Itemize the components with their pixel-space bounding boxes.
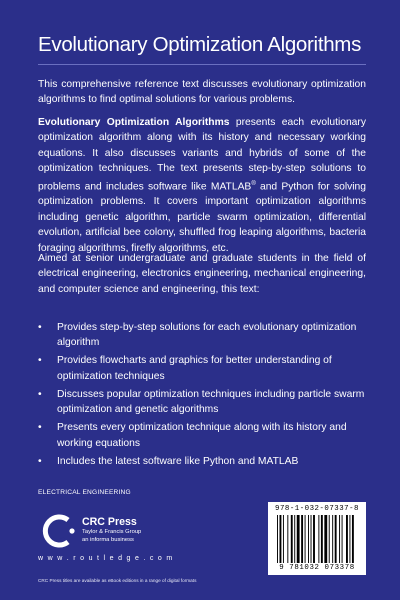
- isbn-barcode-box: [268, 502, 366, 575]
- description-bold-title: Evolutionary Optimization Algorithms: [38, 117, 230, 128]
- isbn-number: 978-1-032-07337-8: [275, 505, 359, 513]
- bullet-icon: •: [38, 355, 42, 367]
- feature-text: Discusses popular optimization techniques including particle swarm optimization and genetic algorithms: [57, 388, 365, 416]
- feature-text: Provides flowcharts and graphics for better understanding of optimization techniques: [57, 355, 332, 382]
- feature-item: [38, 387, 366, 418]
- description-paragraph: [38, 115, 366, 256]
- title-divider: [38, 64, 366, 65]
- crc-press-logo-icon: [36, 514, 78, 548]
- description-text-b: and Python for solving optimization problems. It covers important optimization algorithms including genetic algorithm, particle swarm optimization, differential evolution, artificial bee colony, shuffled frog leaping algorithms, bacteria foraging algorithms, firefly algorithms, etc.: [38, 181, 366, 254]
- barcode-icon: [277, 515, 357, 563]
- feature-item: [38, 420, 366, 451]
- bullet-icon: •: [38, 422, 42, 434]
- publisher-logo: [36, 513, 176, 553]
- feature-text: Provides step-by-step solutions for each evolutionary optimization algorithm: [57, 322, 357, 349]
- subject-category: ELECTRICAL ENGINEERING: [38, 489, 131, 496]
- book-title: Evolutionary Optimization Algorithms: [38, 33, 362, 56]
- bullet-icon: •: [38, 388, 42, 400]
- bullet-icon: •: [38, 455, 42, 467]
- intro-paragraph: This comprehensive reference text discusses evolutionary optimization algorithms to find optimal solutions for various problems.: [38, 79, 366, 106]
- ebook-availability-note: CRC Press titles are available as eBook editions in a range of digital formats: [38, 578, 197, 583]
- publisher-name: CRC Press: [82, 516, 137, 528]
- registered-mark: ®: [251, 180, 256, 187]
- bullet-icon: •: [38, 322, 42, 333]
- publisher-group: Taylor & Francis Group: [82, 529, 142, 535]
- ean-number: 9 781032 073378: [279, 564, 355, 572]
- feature-item: [38, 320, 366, 351]
- publisher-info: an informa business: [82, 537, 134, 543]
- audience-paragraph: Aimed at senior undergraduate and graduate students in the field of electrical engineering, electronics engineering, mechanical engineering, and computer science and engineering, this text:: [38, 253, 366, 295]
- feature-item: [38, 454, 366, 469]
- description-text-a: presents each evolutionary optimization algorithm along with its history and necessary working equations. It also discusses variants and hybrids of some of the optimization techniques. The text presents step-by-step solutions to problems and includes software like MATLAB: [38, 117, 366, 193]
- feature-text: Presents every optimization technique along with its history and working equations: [57, 422, 347, 449]
- feature-text: Includes the latest software like Python and MATLAB: [57, 455, 299, 467]
- feature-list: [38, 320, 366, 472]
- publisher-url[interactable]: w w w . r o u t l e d g e . c o m: [38, 555, 174, 562]
- feature-item: [38, 353, 366, 384]
